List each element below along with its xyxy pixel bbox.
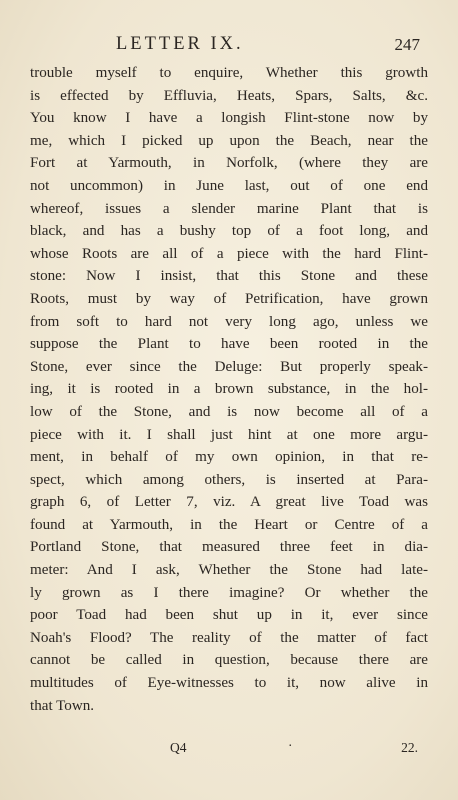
text-line: Fort at Yarmouth, in Norfolk, (where they are [30, 155, 428, 172]
text-line: multitudes of Eye-witnesses to it, now alive in [30, 675, 428, 692]
text-line: Noah's Flood? The reality of the matter of fact [30, 629, 428, 646]
text-line: Roots, must by way of Petrification, have grown [30, 290, 428, 307]
text-line: suppose the Plant to have been rooted in the [30, 336, 428, 353]
text-line: You know I have a longish Flint-stone now by [30, 110, 428, 127]
text-line: ly grown as I there imagine? Or whether the [30, 584, 428, 601]
text-line: spect, which among others, is inserted at Para- [30, 471, 428, 488]
catchword: 22. [401, 740, 418, 755]
page-footer [30, 740, 428, 760]
body-text [30, 62, 428, 717]
text-line: black, and has a bushy top of a foot long, and [30, 223, 428, 240]
text-line: is effected by Effluvia, Heats, Spars, Salts, &c. [30, 87, 428, 104]
text-line: Stone, ever since the Deluge: But properly speak- [30, 358, 428, 375]
text-line: cannot be called in question, because there are [30, 652, 428, 669]
text-line: Portland Stone, that measured three feet in dia- [30, 539, 428, 556]
text-line: from soft to hard not very long ago, unless we [30, 313, 428, 330]
text-line: not uncommon) in June last, out of one end [30, 177, 428, 194]
text-line: graph 6, of Letter 7, viz. A great live Toad was [30, 494, 428, 511]
running-head: LETTER IX. [116, 34, 244, 54]
text-line: piece with it. I shall just hint at one more argu- [30, 426, 428, 443]
text-line: stone: Now I insist, that this Stone and these [30, 268, 428, 285]
text-line: ing, it is rooted in a brown substance, in the hol- [30, 381, 428, 398]
text-line: whereof, issues a slender marine Plant that is [30, 200, 428, 217]
text-line: found at Yarmouth, in the Heart or Centre of a [30, 516, 428, 533]
text-line: ment, in behalf of my own opinion, in that re- [30, 449, 428, 466]
signature-mark: Q4 [170, 740, 187, 755]
page-number: 247 [394, 35, 420, 54]
text-line: me, which I picked up upon the Beach, near the [30, 132, 428, 149]
page-header [30, 34, 428, 58]
text-line: whose Roots are all of a piece with the hard Flint- [30, 245, 428, 262]
text-line: meter: And I ask, Whether the Stone had late- [30, 562, 428, 579]
text-line: trouble myself to enquire, Whether this growth [30, 65, 428, 81]
text-line: poor Toad had been shut up in it, ever since [30, 607, 428, 624]
text-line: that Town. [30, 697, 95, 714]
text-line: low of the Stone, and is now become all of a [30, 403, 428, 420]
footer-dot: · [288, 738, 293, 753]
